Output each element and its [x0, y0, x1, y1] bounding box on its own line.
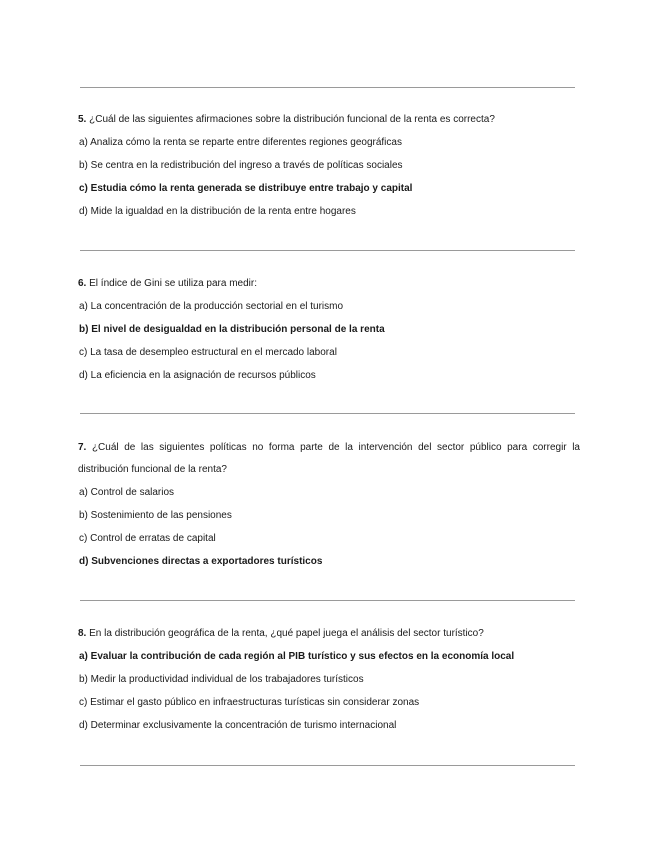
divider [80, 600, 575, 601]
option-d-correct[interactable]: d) Subvenciones directas a exportadores turísticos [79, 556, 323, 567]
question-6 [78, 273, 580, 387]
option-b[interactable]: b) Se centra en la redistribución del ingreso a través de políticas sociales [79, 160, 403, 171]
option-a[interactable]: a) Analiza cómo la renta se reparte entre diferentes regiones geográficas [79, 137, 402, 148]
option-c[interactable]: c) Estimar el gasto público en infraestructuras turísticas sin considerar zonas [79, 697, 420, 708]
question-text: ¿Cuál de las siguientes afirmaciones sobre la distribución funcional de la renta es correcta? [89, 114, 495, 125]
option-a[interactable]: a) La concentración de la producción sectorial en el turismo [79, 301, 344, 312]
question-number: 6. [78, 278, 87, 289]
question-5 [78, 109, 580, 223]
option-a[interactable]: a) Control de salarios [79, 487, 175, 498]
question-stem [78, 109, 580, 131]
option-b[interactable]: b) Sostenimiento de las pensiones [79, 510, 232, 521]
divider-top [80, 87, 575, 88]
option-b-correct[interactable]: b) El nivel de desigualdad en la distribución personal de la renta [79, 324, 385, 335]
option-c[interactable]: c) La tasa de desempleo estructural en el mercado laboral [79, 347, 337, 358]
option-d[interactable]: d) La eficiencia en la asignación de recursos públicos [79, 370, 316, 381]
question-stem [78, 623, 580, 645]
divider [80, 413, 575, 414]
option-b[interactable]: b) Medir la productividad individual de los trabajadores turísticos [79, 674, 364, 685]
question-text: ¿Cuál de las siguientes políticas no forma parte de la intervención del sector público para corregir la [91, 442, 580, 453]
question-7 [78, 437, 580, 573]
question-text: El índice de Gini se utiliza para medir: [89, 278, 257, 289]
option-c-correct[interactable]: c) Estudia cómo la renta generada se distribuye entre trabajo y capital [79, 183, 413, 194]
question-number: 7. [78, 442, 87, 453]
divider-bottom [80, 765, 575, 766]
question-stem [78, 273, 580, 295]
option-c[interactable]: c) Control de erratas de capital [79, 533, 216, 544]
option-a-correct[interactable]: a) Evaluar la contribución de cada región al PIB turístico y sus efectos en la economía local [79, 651, 515, 662]
question-stem-line-2: distribución funcional de la renta? [78, 464, 227, 475]
question-number: 5. [78, 114, 87, 125]
question-text: En la distribución geográfica de la renta, ¿qué papel juega el análisis del sector turístico? [89, 628, 484, 639]
option-d[interactable]: d) Mide la igualdad en la distribución de la renta entre hogares [79, 206, 356, 217]
question-stem-line-1 [78, 437, 580, 459]
question-number: 8. [78, 628, 87, 639]
option-d[interactable]: d) Determinar exclusivamente la concentración de turismo internacional [79, 720, 397, 731]
question-8 [78, 623, 580, 737]
divider [80, 250, 575, 251]
